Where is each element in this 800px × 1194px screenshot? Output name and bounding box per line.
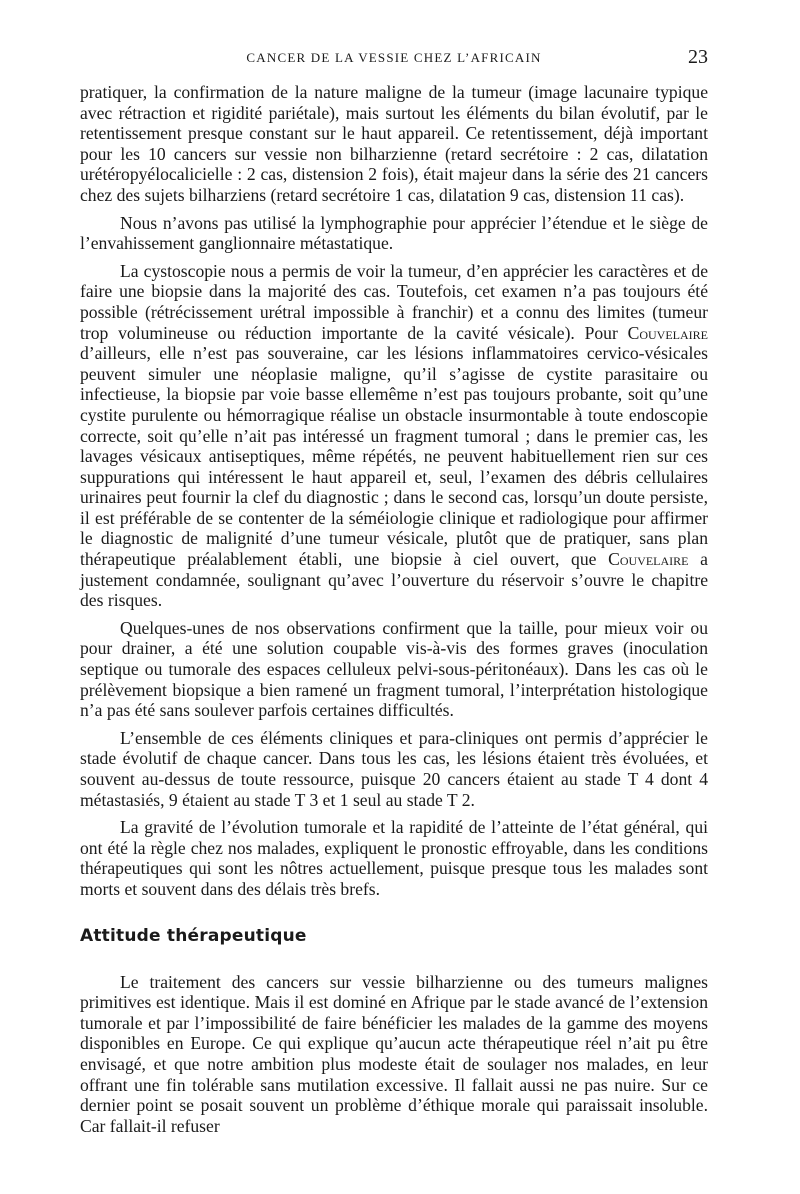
paragraph-text: d’ailleurs, elle n’est pas souveraine, car les lésions inflammatoires cervico-vésicales peuvent simuler une néoplasie maligne, qu’il s’agisse de cystite parasitaire ou infectieuse, la biopsie par voie basse ellemême n’est pas toujours probante, soit qu’une cystite purulente ou hémorragique réalise un obstacle insurmontable à toute endoscopie correcte, soit qu’elle n’ait pas intéressé un fragment tumoral ; dans le premier cas, les lavages vésicaux antiseptiques, même répétés, ne peuvent habituellement rien sur ces suppurations qui intéressent le haut appareil et, seul, l’examen des débris cellulaires urinaires peut fournir la clef du diagnostic ; dans le second cas, lorsqu’un doute persiste, il est préférable de se contenter de la séméiologie clinique et radiologique pour affirmer le diagnostic de malignité d’une tumeur vésicale, plutôt que de pratiquer, sans plan thérapeutique préalablement établi, une biopsie à ciel ouvert, que bbox=[80, 343, 708, 570]
paragraph-text: pratiquer, la confirmation de la nature maligne de la tumeur (image lacunaire typique avec rétraction et rigidité pariétale), mais surtout les éléments du bilan évolutif, par le retentissement presque constant sur le haut appareil. Ce retentissement, déjà important pour les 10 cancers sur vessie non bilharzienne (retard secrétoire : 2 cas, dilatation urétéropyélocalicielle : 2 cas, distension 2 fois), était majeur dans la série des 21 cancers chez des sujets bilharziens (retard secrétoire 1 cas, dilatation 9 cas, distension 11 cas). bbox=[80, 82, 708, 205]
paragraph-text: a justement condamnée, soulignant qu’avec l’ouverture du réservoir s’ouvre le chapitre des risques. bbox=[80, 549, 708, 611]
page-number: 23 bbox=[688, 46, 708, 68]
paragraph-text: Nous n’avons pas utilisé la lymphographie pour apprécier l’étendue et le siège de l’envahissement ganglionnaire métastatique. bbox=[80, 212, 708, 254]
body-text bbox=[80, 82, 708, 1136]
running-head bbox=[80, 46, 708, 76]
paragraph-6 bbox=[80, 817, 708, 899]
paragraph-text: Quelques-unes de nos observations confirment que la taille, pour mieux voir ou pour drainer, a été une solution coupable vis-à-vis des formes graves (inoculation septique ou tumorale des espaces celluleux pelvi-sous-péritonéaux). Dans les cas où le prélèvement biopsique a bien ramené un fragment tumoral, l’interprétation histologique n’a pas été sans soulever parfois certaines difficultés. bbox=[80, 617, 708, 721]
paragraph-text: Le traitement des cancers sur vessie bilharzienne ou des tumeurs malignes primitives est identique. Mais il est dominé en Afrique par le stade avancé de l’extension tumorale et par l’impossibilité de faire bénéficier les malades de la gamme des moyens disponibles en Europe. Ce qui explique qu’aucun acte thérapeutique réel n’ait pu être envisagé, et que notre ambition plus modeste était de soulager nos malades, en leur offrant une fin tolérable sans mutilation excessive. Il fallait aussi ne pas nuire. Sur ce dernier point se posait souvent un problème d’éthique morale qui paraissait insoluble. Car fallait-il refuser bbox=[80, 971, 708, 1136]
section-paragraph-1 bbox=[80, 972, 708, 1137]
paragraph-2 bbox=[80, 213, 708, 254]
paragraph-1 bbox=[80, 82, 708, 206]
paragraph-4 bbox=[80, 618, 708, 721]
paragraph-3 bbox=[80, 261, 708, 611]
section-heading: Attitude thérapeutique bbox=[80, 925, 307, 946]
paragraph-text: L’ensemble de ces éléments cliniques et para-cliniques ont permis d’apprécier le stade évolutif de chaque cancer. Dans tous les cas, les lésions étaient très évoluées, et souvent au-dessus de toute ressource, puisque 20 cancers étaient au stade T 4 dont 4 métastasiés, 9 étaient au stade T 3 et 1 seul au stade T 2. bbox=[80, 727, 708, 810]
author-name: Couvelaire bbox=[627, 322, 708, 343]
paragraph-text: La gravité de l’évolution tumorale et la rapidité de l’atteinte de l’état général, qui ont été la règle chez nos malades, expliquent le pronostic effroyable, dans les conditions thérapeutiques qui sont les nôtres actuellement, puisque presque tous les malades sont morts et souvent dans des délais très brefs. bbox=[80, 817, 708, 899]
paragraph-text: La cystoscopie nous a permis de voir la tumeur, d’en apprécier les caractères et de faire une biopsie dans la majorité des cas. Toutefois, cet examen n’a pas toujours été possible (rétrécissement urétral impossible à franchir) et a connu des limites (tumeur trop volumineuse ou réduction importante de la cavité vésicale). Pour bbox=[80, 260, 708, 343]
author-name: Couvelaire bbox=[608, 549, 689, 570]
paragraph-5 bbox=[80, 728, 708, 810]
page bbox=[80, 46, 708, 1143]
running-title: CANCER DE LA VESSIE CHEZ L’AFRICAIN bbox=[246, 50, 542, 65]
